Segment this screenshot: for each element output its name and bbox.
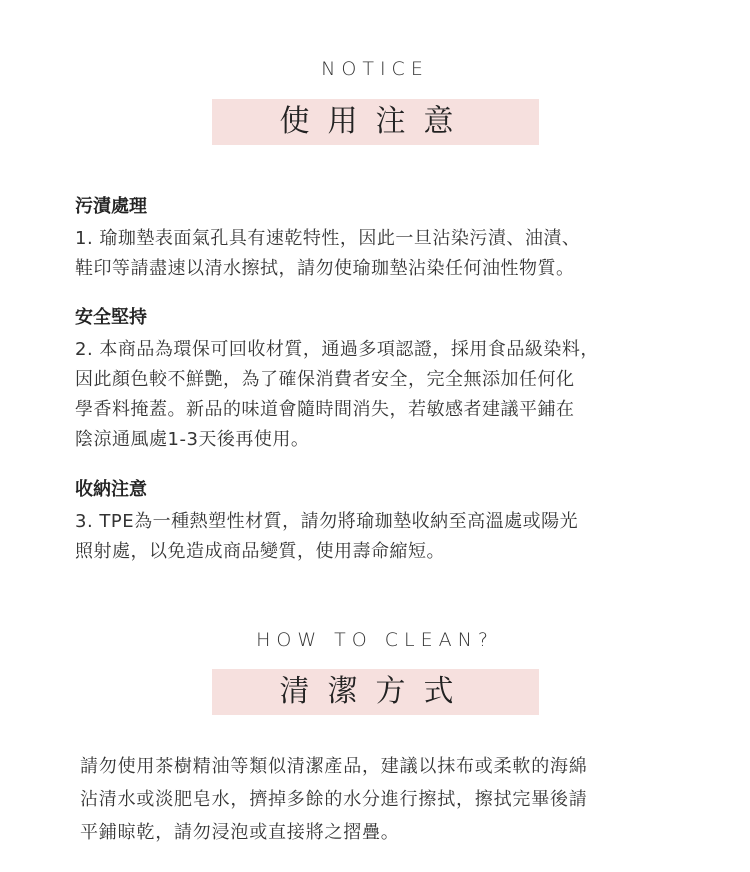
clean-title: 清潔方式 bbox=[279, 674, 472, 709]
body-line: 陰涼通風處1-3天後再使用。 bbox=[75, 429, 310, 450]
body-line: 1. 瑜珈墊表面氣孔具有速乾特性，因此一旦沾染污漬、油漬、 bbox=[75, 228, 581, 249]
body-line: 鞋印等請盡速以清水擦拭，請勿使瑜珈墊沾染任何油性物質。 bbox=[75, 258, 575, 279]
body-line: 沾清水或淡肥皂水，擠掉多餘的水分進行擦拭，擦拭完畢後請 bbox=[80, 789, 588, 810]
body-line: 3. TPE為一種熱塑性材質，請勿將瑜珈墊收納至高溫處或陽光 bbox=[75, 511, 579, 532]
section-storage bbox=[75, 477, 695, 567]
clean-eyebrow: HOW TO CLEAN? bbox=[256, 629, 494, 651]
section-body bbox=[75, 224, 695, 284]
body-line: 照射處，以免造成商品變質，使用壽命縮短。 bbox=[75, 541, 445, 562]
clean-body bbox=[80, 750, 680, 849]
section-heading: 收納注意 bbox=[75, 479, 147, 500]
notice-eyebrow: NOTICE bbox=[321, 58, 429, 80]
body-line: 學香料掩蓋。新品的味道會隨時間消失，若敏感者建議平鋪在 bbox=[75, 399, 575, 420]
body-line: 平鋪晾乾，請勿浸泡或直接將之摺疊。 bbox=[80, 822, 400, 843]
section-stain-care bbox=[75, 194, 695, 284]
notice-title: 使用注意 bbox=[279, 104, 472, 139]
section-body bbox=[75, 335, 695, 455]
notice-title-box bbox=[212, 99, 539, 145]
body-line: 2. 本商品為環保可回收材質，通過多項認證，採用食品級染料， bbox=[75, 339, 599, 360]
section-heading: 安全堅持 bbox=[75, 307, 147, 328]
body-line: 因此顏色較不鮮艷，為了確保消費者安全，完全無添加任何化 bbox=[75, 369, 575, 390]
clean-title-box bbox=[212, 669, 539, 715]
section-body bbox=[75, 507, 695, 567]
section-safety bbox=[75, 305, 695, 455]
body-line: 請勿使用茶樹精油等類似清潔產品，建議以抹布或柔軟的海綿 bbox=[80, 756, 588, 777]
section-heading: 污漬處理 bbox=[75, 196, 147, 217]
